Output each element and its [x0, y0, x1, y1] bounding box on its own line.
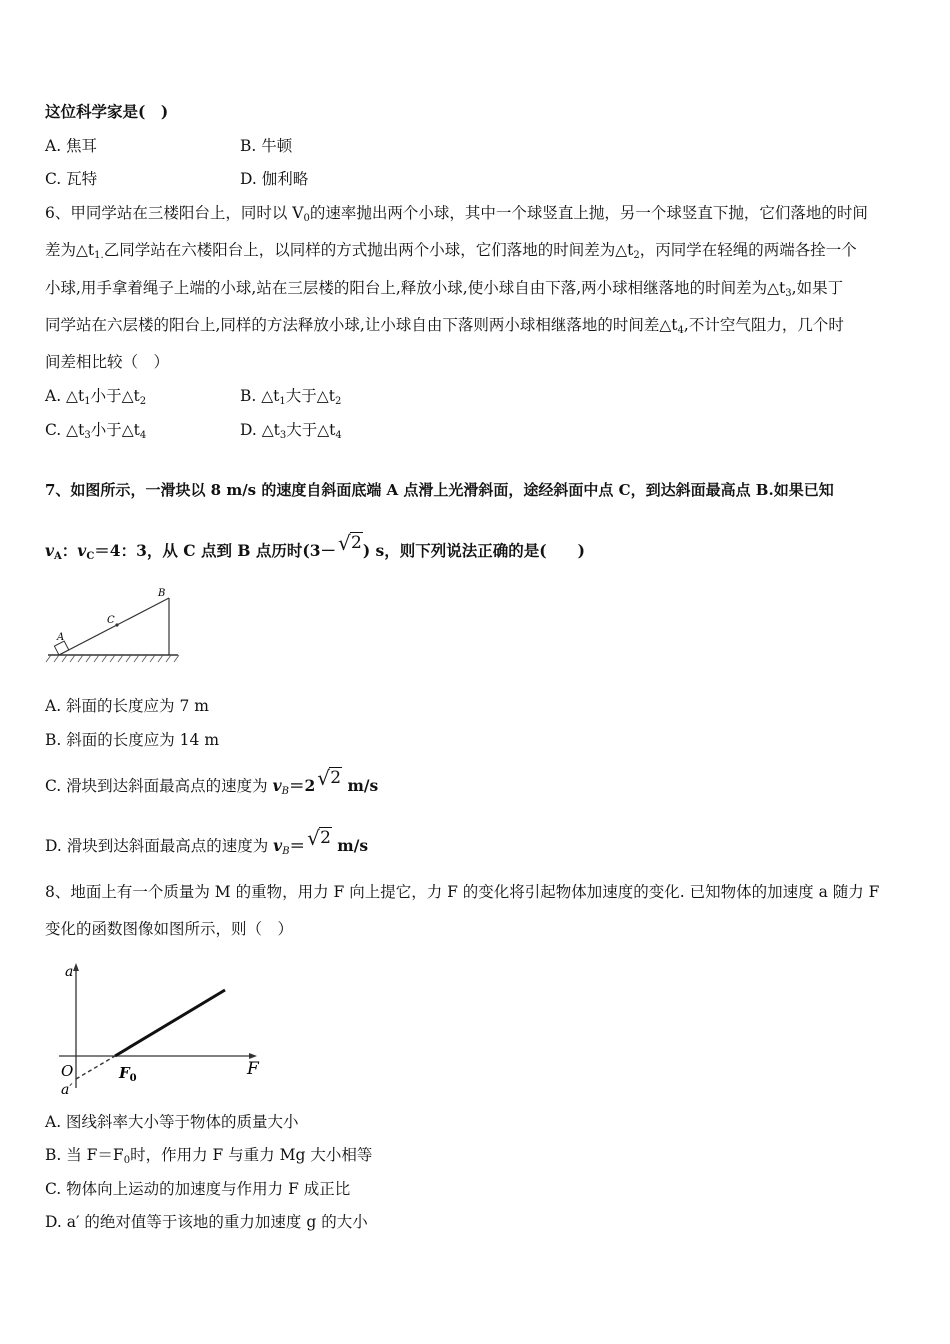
q8-option-a: A. 图线斜率大小等于物体的质量大小: [45, 1113, 299, 1131]
incline-figure: [45, 583, 185, 665]
q6-option-a: A. $\triangle t_1$小于$\triangle t_2$: [45, 387, 147, 407]
q6-option-b: B. $\triangle t_1$大于$\triangle t_2$: [240, 387, 342, 407]
q8-option-d: D. a′ 的绝对值等于该地的重力加速度 g 的大小: [45, 1213, 368, 1231]
graph-label-f: F: [247, 1059, 259, 1079]
incline-label-c: C: [107, 615, 115, 626]
acceleration-force-graph: [55, 960, 270, 1098]
q8-stem-line1: 8、地面上有一个质量为 M 的重物，用力 F 向上提它，力 F 的变化将引起物体加速度的变化. 已知物体的加速度 a 随力 F: [45, 883, 880, 901]
incline-label-a: A: [57, 632, 65, 643]
sqrt-symbol: √ 2: [338, 531, 362, 555]
q7-option-b: B. 斜面的长度应为 14 m: [45, 731, 220, 749]
q5-option-a: A. 焦耳: [45, 137, 98, 155]
q8-stem-line2: 变化的函数图像如图所示，则（ ）: [45, 920, 294, 938]
q6-stem-line3: 小球,用手拿着绳子上端的小球,站在三层楼的阳台上,释放小球,使小球自由下落,两小球相继落地的时间差为$\triangle t_3$,如果丁: [45, 279, 844, 299]
q6-stem-line1: 6、甲同学站在三楼阳台上，同时以 $V_0$的速率抛出两个小球，其中一个球竖直上抛，另一个球竖直下抛，它们落地的时间: [45, 204, 868, 224]
incline-label-b: B: [158, 588, 166, 599]
q8-option-c: C. 物体向上运动的加速度与作用力 F 成正比: [45, 1180, 351, 1198]
q6-stem-line4: 同学站在六层楼的阳台上,同样的方法释放小球,让小球自由下落则两小球相继落地的时间差$\triangle t_4$,不计空气阻力，几个时: [45, 316, 844, 336]
graph-label-a-prime: a′: [61, 1082, 73, 1098]
q7-option-c: C. 滑块到达斜面最高点的速度为 $v_B=2$ √ 2 m/s: [45, 766, 379, 797]
q5-option-b: B. 牛顿: [240, 137, 293, 155]
graph-label-origin: O: [61, 1062, 74, 1080]
q7-option-a: A. 斜面的长度应为 7 m: [45, 697, 209, 715]
sqrt-symbol: √ 2: [307, 826, 331, 850]
q6-stem-line5: 间差相比较（ ）: [45, 353, 170, 371]
q5-stem: 这位科学家是( ): [45, 102, 169, 121]
q7-option-d: D. 滑块到达斜面最高点的速度为 $v_B=$ √ 2 m/s: [45, 826, 369, 857]
sqrt-symbol: √ 2: [317, 766, 342, 790]
q7-stem-line2: $v_A$：$v_C=4$：3，从 C 点到 B 点历时(3－ √ 2) s，则下列说法正确的是( ): [45, 531, 585, 562]
graph-label-a: a: [65, 964, 74, 980]
q7-stem-line1: 7、如图所示，一滑块以 8 m/s 的速度自斜面底端 A 点滑上光滑斜面，途经斜面中点 C，到达斜面最高点 B.如果已知: [45, 481, 834, 499]
q8-option-b: B. 当 $F=F_0$时，作用力 F 与重力 Mg 大小相等: [45, 1146, 373, 1166]
q5-option-d: D. 伽利略: [240, 170, 309, 188]
graph-label-f0: $F_0$: [119, 1064, 137, 1084]
q5-option-c: C. 瓦特: [45, 170, 98, 188]
q6-option-c: C. $\triangle t_3$小于$\triangle t_4$: [45, 421, 147, 441]
q6-option-d: D. $\triangle t_3$大于$\triangle t_4$: [240, 421, 342, 441]
q6-stem-line2: 差为$\triangle t_{1.}$乙同学站在六楼阳台上，以同样的方式抛出两个小球，它们落地的时间差为$\triangle t_2$，丙同学在轻绳的两端各拴一个: [45, 241, 857, 261]
